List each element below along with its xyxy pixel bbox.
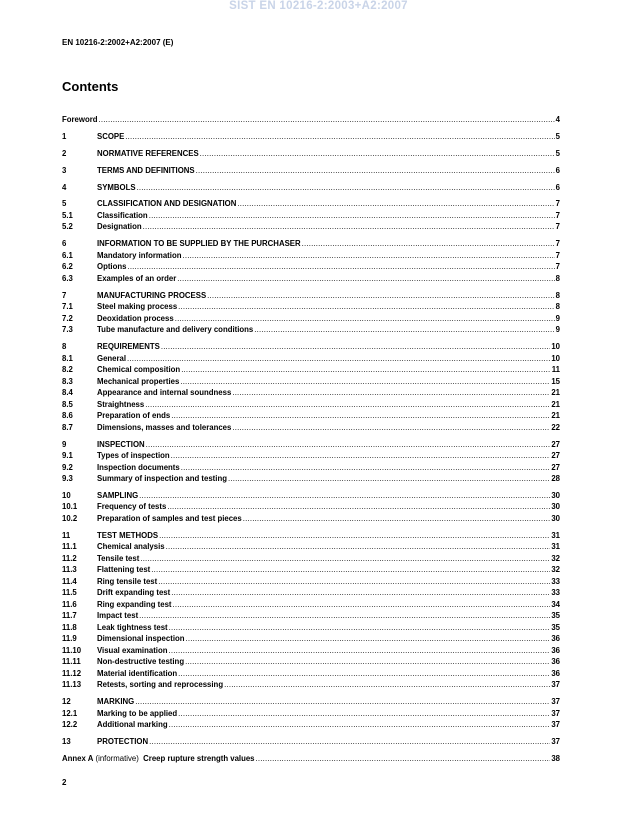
toc-dot-leader	[200, 148, 555, 160]
toc-entry[interactable]	[62, 273, 560, 285]
toc-entry-number: 11.9	[62, 634, 77, 644]
toc-entry-page: 7	[555, 199, 560, 209]
toc-entry-page: 9	[555, 325, 560, 335]
toc-entry[interactable]	[62, 301, 560, 313]
toc-entry-page: 15	[551, 376, 560, 386]
toc-entry-page: 4	[555, 115, 560, 124]
toc-dot-leader	[181, 462, 551, 474]
toc-entry-label: Classification	[97, 210, 148, 220]
toc-entry-number: 8.4	[62, 388, 73, 398]
toc-dot-leader	[185, 656, 550, 668]
toc-entry-page: 32	[551, 553, 560, 563]
toc-entry-page: 10	[551, 342, 560, 352]
toc-entry-label: MANUFACTURING PROCESS	[97, 290, 207, 300]
watermark-text: SIST EN 10216-2:2003+A2:2007	[229, 0, 408, 12]
toc-entry-number: 11.11	[62, 657, 81, 667]
toc-dot-leader	[146, 439, 551, 451]
toc-dot-leader	[207, 290, 554, 302]
toc-dot-leader	[182, 250, 554, 262]
toc-entry-number: 11.1	[62, 542, 77, 552]
toc-entry-page: 30	[551, 490, 560, 500]
toc-entry-label: Tube manufacture and delivery conditions	[97, 325, 254, 335]
toc-entry-number: 9	[62, 439, 67, 449]
toc-entry-number: 11.7	[62, 611, 77, 621]
toc-entry[interactable]	[62, 610, 560, 622]
toc-dot-leader	[178, 301, 554, 313]
toc-entry-number: 10.1	[62, 502, 78, 512]
toc-entry-page: 35	[551, 622, 560, 632]
toc-entry-number: 11.10	[62, 645, 82, 655]
toc-dot-leader	[228, 473, 550, 485]
toc-dot-leader	[171, 410, 550, 422]
document-header: EN 10216-2:2002+A2:2007 (E)	[62, 38, 174, 47]
toc-entry-number: 8.5	[62, 399, 73, 409]
toc-entry-number: 12.2	[62, 720, 78, 730]
toc-dot-leader	[159, 530, 550, 542]
toc-entry[interactable]	[62, 564, 560, 576]
toc-entry-number: 11.8	[62, 622, 77, 632]
toc-entry-number: 5.2	[62, 222, 73, 232]
toc-dot-leader	[169, 645, 551, 657]
toc-dot-leader	[254, 324, 554, 336]
toc-entry-label: Steel making process	[97, 302, 178, 312]
toc-entry-label: INSPECTION	[97, 439, 145, 449]
toc-dot-leader	[180, 376, 550, 388]
toc-entry-label: Designation	[97, 222, 142, 232]
toc-entry[interactable]	[62, 473, 560, 485]
toc-entry-label: Visual examination	[97, 645, 168, 655]
toc-entry[interactable]	[62, 165, 560, 177]
toc-entry[interactable]	[62, 353, 560, 365]
toc-entry-number: 7.3	[62, 325, 73, 335]
toc-entry-number: 7.2	[62, 313, 73, 323]
toc-dot-leader	[135, 696, 550, 708]
toc-entry[interactable]	[62, 462, 560, 474]
toc-entry-label: Straightness	[97, 399, 145, 409]
toc-entry[interactable]	[62, 719, 560, 731]
toc-entry-number: 11.13	[62, 680, 82, 690]
toc-entry-label: Chemical composition	[97, 365, 181, 375]
toc-entry-page: 36	[551, 645, 560, 655]
toc-entry-page: 37	[551, 680, 560, 690]
toc-entry-label: SYMBOLS	[97, 182, 136, 192]
toc-entry-number: 4	[62, 182, 67, 192]
toc-entry-page: 21	[551, 411, 560, 421]
toc-entry-page: 38	[551, 753, 560, 763]
toc-entry-page: 11	[551, 365, 560, 375]
toc-entry-number: 8.7	[62, 422, 73, 432]
toc-entry[interactable]	[62, 210, 560, 222]
toc-entry-label: Leak tightness test	[97, 622, 168, 632]
toc-entry[interactable]	[62, 376, 560, 388]
toc-entry-label: PROTECTION	[97, 737, 149, 747]
toc-entry[interactable]	[62, 182, 560, 194]
toc-entry[interactable]	[62, 148, 560, 160]
toc-entry[interactable]	[62, 261, 560, 273]
toc-entry-number: 11.5	[62, 588, 77, 598]
toc-entry-number: 10	[62, 490, 71, 500]
toc-entry[interactable]	[62, 679, 560, 691]
toc-entry-label: REQUIREMENTS	[97, 342, 160, 352]
toc-entry-page: 37	[551, 708, 560, 718]
toc-entry-page: 5	[555, 148, 560, 158]
toc-dot-leader	[171, 587, 550, 599]
toc-entry-label: Preparation of samples and test pieces	[97, 513, 242, 523]
toc-entry-page: 36	[551, 668, 560, 678]
toc-entry-number: 11	[62, 530, 71, 540]
toc-entry[interactable]	[62, 290, 560, 302]
toc-entry[interactable]	[62, 490, 560, 502]
toc-entry-number: 11.4	[62, 576, 77, 586]
toc-dot-leader	[177, 273, 554, 285]
toc-dot-leader	[181, 364, 551, 376]
toc-dot-leader	[169, 719, 551, 731]
toc-entry-label: Examples of an order	[97, 273, 177, 283]
toc-dot-leader	[137, 182, 555, 194]
toc-entry[interactable]	[62, 399, 560, 411]
toc-entry-page: 31	[551, 530, 560, 540]
toc-entry-page: 10	[551, 353, 560, 363]
toc-entry-number: 11.12	[62, 668, 82, 678]
toc-dot-leader	[178, 668, 550, 680]
toc-entry-label: Options	[97, 262, 127, 272]
toc-entry[interactable]	[62, 576, 560, 588]
toc-entry-page: 28	[551, 474, 560, 484]
toc-entry[interactable]	[62, 131, 560, 143]
toc-entry-label: Dimensional inspection	[97, 634, 185, 644]
toc-entry[interactable]	[62, 313, 560, 325]
toc-entry-page: 36	[551, 634, 560, 644]
toc-entry-number: 8.6	[62, 411, 73, 421]
toc-entry-page: 37	[551, 720, 560, 730]
toc-entry-number: 9.3	[62, 474, 73, 484]
toc-entry-number: 12.1	[62, 708, 78, 718]
toc-dot-leader	[232, 387, 550, 399]
toc-dot-leader	[196, 165, 555, 177]
toc-entry[interactable]	[62, 450, 560, 462]
toc-entry-label: CLASSIFICATION AND DESIGNATION	[97, 199, 237, 209]
toc-entry-page: 21	[551, 399, 560, 409]
toc-dot-leader	[140, 553, 550, 565]
toc-dot-leader	[127, 261, 554, 273]
toc-entry-number: 8.2	[62, 365, 73, 375]
toc-entry-label: MARKING	[97, 697, 135, 707]
toc-entry-page: 7	[555, 239, 560, 249]
toc-dot-leader	[256, 753, 551, 765]
page-title: Contents	[62, 79, 119, 94]
toc-entry[interactable]	[62, 238, 560, 250]
toc-dot-leader	[145, 399, 550, 411]
toc-dot-leader	[139, 610, 550, 622]
toc-entry-label: General	[97, 353, 127, 363]
toc-entry-number: 5.1	[62, 210, 73, 220]
toc-entry-number: 6.2	[62, 262, 73, 272]
toc-entry-label: Tensile test	[97, 553, 140, 563]
toc-entry[interactable]	[62, 198, 560, 210]
toc-dot-leader	[243, 513, 551, 525]
toc-entry-number: 7	[62, 290, 67, 300]
toc-entry-label: Marking to be applied	[97, 708, 178, 718]
toc-entry[interactable]	[62, 221, 560, 233]
toc-entry-number: 6.3	[62, 273, 73, 283]
toc-entry-page: 8	[555, 290, 560, 300]
toc-entry-page: 27	[551, 462, 560, 472]
toc-entry-number: 9.2	[62, 462, 73, 472]
toc-entry[interactable]	[62, 341, 560, 353]
toc-entry-label: Additional marking	[97, 720, 168, 730]
toc-entry-page: 6	[555, 165, 560, 175]
toc-dot-leader	[125, 131, 554, 143]
toc-entry-label: SAMPLING	[97, 490, 139, 500]
toc-entry-label: Ring tensile test	[97, 576, 158, 586]
toc-entry-label: Mandatory information	[97, 250, 182, 260]
toc-entry-page: 5	[555, 131, 560, 141]
toc-entry-label: Ring expanding test	[97, 599, 172, 609]
toc-dot-leader	[302, 238, 555, 250]
toc-entry-number: 12	[62, 697, 71, 707]
toc-entry-label: Foreword	[62, 115, 98, 124]
toc-entry-number: 8.1	[62, 353, 73, 363]
toc-dot-leader	[99, 114, 555, 126]
toc-entry[interactable]	[62, 364, 560, 376]
toc-entry-label	[62, 753, 255, 765]
table-of-contents	[62, 114, 560, 764]
toc-entry-label: Deoxidation process	[97, 313, 174, 323]
toc-entry-number: 13	[62, 737, 71, 747]
toc-entry-page: 6	[555, 182, 560, 192]
toc-entry-number: 9.1	[62, 451, 73, 461]
toc-dot-leader	[143, 221, 555, 233]
toc-entry[interactable]	[62, 633, 560, 645]
toc-dot-leader	[237, 198, 554, 210]
toc-dot-leader	[175, 313, 555, 325]
toc-entry-page: 8	[555, 273, 560, 283]
toc-dot-leader	[161, 341, 550, 353]
toc-entry-number: 7.1	[62, 302, 73, 312]
toc-dot-leader	[158, 576, 550, 588]
toc-entry[interactable]	[62, 656, 560, 668]
toc-entry-number: 11.6	[62, 599, 77, 609]
toc-entry-annex-note: (informative)	[93, 753, 144, 763]
toc-entry[interactable]	[62, 668, 560, 680]
toc-entry[interactable]	[62, 622, 560, 634]
toc-entry-label: SCOPE	[97, 131, 125, 141]
toc-entry-label: Preparation of ends	[97, 411, 171, 421]
toc-entry-page: 36	[551, 657, 560, 667]
toc-entry-page: 7	[555, 210, 560, 220]
toc-entry-page: 7	[555, 262, 560, 272]
page-number: 2	[62, 778, 67, 787]
toc-entry-page: 31	[551, 542, 560, 552]
toc-entry[interactable]	[62, 501, 560, 513]
toc-entry-page: 35	[551, 611, 560, 621]
toc-entry-page: 30	[551, 513, 560, 523]
toc-entry[interactable]	[62, 553, 560, 565]
toc-dot-leader	[173, 599, 551, 611]
toc-dot-leader	[149, 210, 555, 222]
toc-entry-number: 5	[62, 199, 67, 209]
toc-entry-label: Appearance and internal soundness	[97, 388, 232, 398]
toc-dot-leader	[224, 679, 550, 691]
toc-entry-label: INFORMATION TO BE SUPPLIED BY THE PURCHASER	[97, 239, 301, 249]
toc-dot-leader	[178, 708, 550, 720]
toc-entry-page: 7	[555, 250, 560, 260]
toc-entry-label: Non-destructive testing	[97, 657, 185, 667]
toc-entry-label: Chemical analysis	[97, 542, 165, 552]
toc-entry-page: 21	[551, 388, 560, 398]
toc-entry[interactable]	[62, 439, 560, 451]
toc-dot-leader	[171, 450, 551, 462]
toc-entry-number: 3	[62, 165, 67, 175]
toc-entry[interactable]	[62, 324, 560, 336]
toc-entry[interactable]	[62, 599, 560, 611]
toc-entry-label: Mechanical properties	[97, 376, 180, 386]
toc-entry-page: 37	[551, 737, 560, 747]
toc-entry[interactable]	[62, 753, 560, 765]
toc-dot-leader	[151, 564, 550, 576]
toc-entry-label: Impact test	[97, 611, 139, 621]
toc-entry-page: 37	[551, 697, 560, 707]
toc-entry-label: NORMATIVE REFERENCES	[97, 148, 199, 158]
toc-entry-annex-label: Annex A	[62, 753, 94, 763]
toc-entry[interactable]	[62, 410, 560, 422]
toc-entry-page: 33	[551, 576, 560, 586]
toc-dot-leader	[232, 422, 550, 434]
toc-entry-number: 8	[62, 342, 67, 352]
toc-entry-page: 32	[551, 565, 560, 575]
toc-dot-leader	[149, 736, 550, 748]
toc-entry[interactable]	[62, 645, 560, 657]
toc-entry-page: 33	[551, 588, 560, 598]
toc-dot-leader	[169, 622, 551, 634]
toc-entry[interactable]	[62, 541, 560, 553]
toc-entry-label: TERMS AND DEFINITIONS	[97, 165, 195, 175]
toc-entry-label: Flattening test	[97, 565, 151, 575]
toc-entry-number: 11.3	[62, 565, 77, 575]
toc-entry[interactable]	[62, 513, 560, 525]
toc-entry[interactable]	[62, 696, 560, 708]
toc-entry[interactable]	[62, 587, 560, 599]
toc-entry-label: Summary of inspection and testing	[97, 474, 227, 484]
toc-entry-label: Drift expanding test	[97, 588, 171, 598]
toc-entry-annex-title: Creep rupture strength values	[143, 753, 255, 763]
toc-entry-page: 27	[551, 439, 560, 449]
toc-entry-number: 1	[62, 131, 67, 141]
toc-entry-page: 22	[551, 422, 560, 432]
toc-dot-leader	[127, 353, 550, 365]
toc-entry-page: 9	[555, 313, 560, 323]
toc-entry[interactable]	[62, 736, 560, 748]
toc-entry-label: Frequency of tests	[97, 502, 167, 512]
toc-entry[interactable]	[62, 422, 560, 434]
toc-entry[interactable]	[62, 387, 560, 399]
toc-entry[interactable]	[62, 530, 560, 542]
toc-dot-leader	[186, 633, 551, 645]
toc-entry-label: Dimensions, masses and tolerances	[97, 422, 232, 432]
toc-entry-number: 2	[62, 148, 67, 158]
toc-entry-number: 10.2	[62, 513, 78, 523]
toc-entry[interactable]	[62, 708, 560, 720]
toc-entry-page: 27	[551, 451, 560, 461]
toc-entry[interactable]	[62, 250, 560, 262]
toc-entry-label: Material identification	[97, 668, 178, 678]
toc-dot-leader	[139, 490, 550, 502]
toc-entry-number: 6.1	[62, 250, 73, 260]
toc-entry-number: 6	[62, 239, 67, 249]
toc-entry-label: Retests, sorting and reprocessing	[97, 680, 224, 690]
toc-dot-leader	[167, 501, 550, 513]
toc-dot-leader	[166, 541, 551, 553]
toc-entry[interactable]	[62, 114, 560, 126]
toc-entry-label: Inspection documents	[97, 462, 180, 472]
toc-entry-number: 11.2	[62, 553, 77, 563]
toc-entry-page: 8	[555, 302, 560, 312]
toc-entry-page: 7	[555, 222, 560, 232]
toc-entry-label: Types of inspection	[97, 451, 170, 461]
toc-entry-page: 34	[551, 599, 560, 609]
toc-entry-number: 8.3	[62, 376, 73, 386]
toc-entry-label: TEST METHODS	[97, 530, 159, 540]
toc-entry-page: 30	[551, 502, 560, 512]
